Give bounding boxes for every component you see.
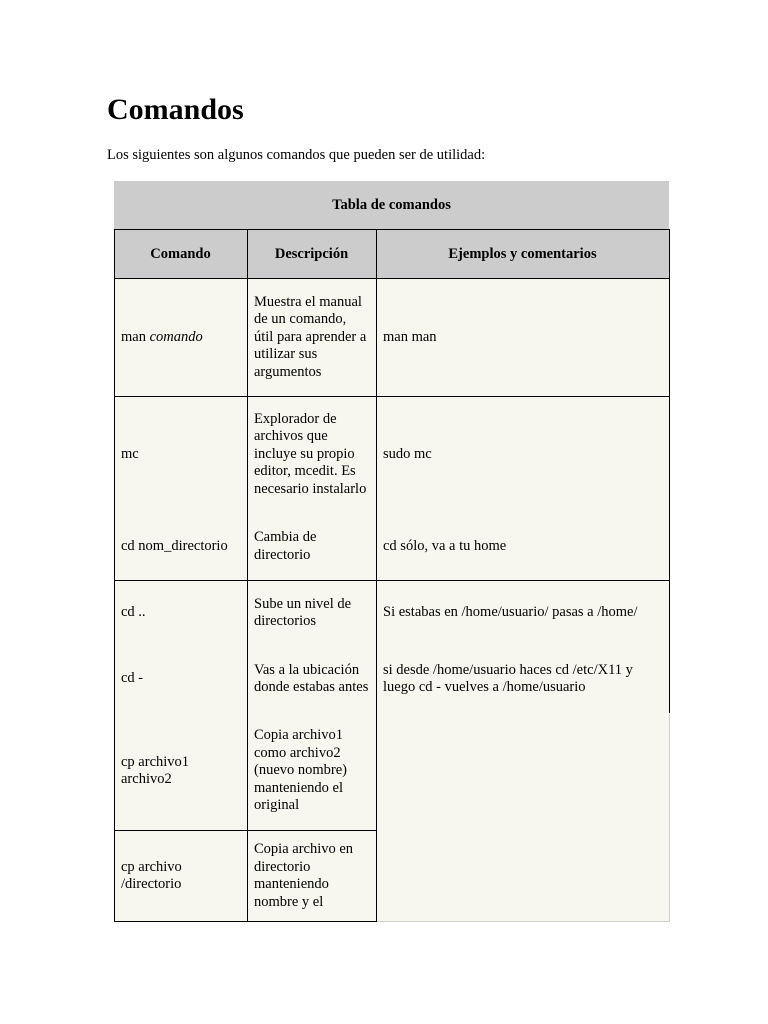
- row-1-command: [114, 279, 247, 396]
- row-2-example: sudo mc: [383, 445, 432, 462]
- header-comando: Comando: [114, 230, 247, 279]
- table-border-col-1: [247, 229, 248, 922]
- intro-paragraph: Los siguientes son algunos comandos que pueden ser de utilidad:: [107, 147, 486, 163]
- row-7-description: Copia archivo en directorio manteniendo nombre y el: [254, 841, 354, 910]
- table-border-row-1: [114, 396, 670, 397]
- table-border-bottom: [114, 921, 376, 922]
- row-3-description: Cambia de directorio: [254, 529, 317, 563]
- row-1-description: Muestra el manual de un comando, útil para aprender a utilizar sus argumentos: [254, 293, 367, 380]
- table-border-header-top: [114, 229, 670, 230]
- table-border-bottom-right: [376, 921, 669, 922]
- page-title: Comandos: [107, 93, 244, 126]
- row-5-description: Vas a la ubicación donde estabas antes: [254, 661, 369, 695]
- row-4-example: Si estabas en /home/usuario/ pasas a /home/: [383, 604, 638, 621]
- table-border-header-bottom: [114, 278, 670, 279]
- table-caption: Tabla de comandos: [114, 181, 669, 230]
- row-2-description: Explorador de archivos que incluye su propio editor, mcedit. Es necesario instalarlo: [254, 410, 367, 497]
- row-1-example: man man: [383, 328, 437, 345]
- table-border-col-2: [376, 229, 377, 922]
- row-3-command: cd nom_directorio: [121, 537, 228, 554]
- header-ejemplos: Ejemplos y comentarios: [376, 230, 669, 279]
- table-border-right: [669, 229, 670, 713]
- row-7-example: [376, 830, 669, 922]
- row-6-command: cp archivo1 archivo2: [121, 753, 190, 787]
- row-6-description: Copia archivo1 como archivo2 (nuevo nombre) manteniendo el original: [254, 727, 348, 814]
- row-4-description: Sube un nivel de directorios: [254, 595, 352, 629]
- table-border-right-lower: [669, 713, 670, 922]
- row-5-example: si desde /home/usuario haces cd /etc/X11 y luego cd - vuelves a /home/usuario: [383, 661, 633, 695]
- header-descripcion: Descripción: [247, 230, 376, 279]
- row-7-command: cp archivo /directorio: [121, 858, 182, 892]
- row-6-example: [376, 712, 669, 830]
- table-border-row-3: [114, 580, 670, 581]
- row-5-command: cd -: [121, 670, 144, 687]
- table-border-row-6: [114, 830, 376, 831]
- row-3-example: cd sólo, va a tu home: [383, 537, 507, 554]
- row-1-command-arg: comando: [149, 328, 203, 345]
- row-2-command: mc: [121, 445, 139, 462]
- row-1-command-name: man: [121, 328, 150, 345]
- row-4-command: cd ..: [121, 604, 146, 621]
- table-border-left: [114, 229, 115, 922]
